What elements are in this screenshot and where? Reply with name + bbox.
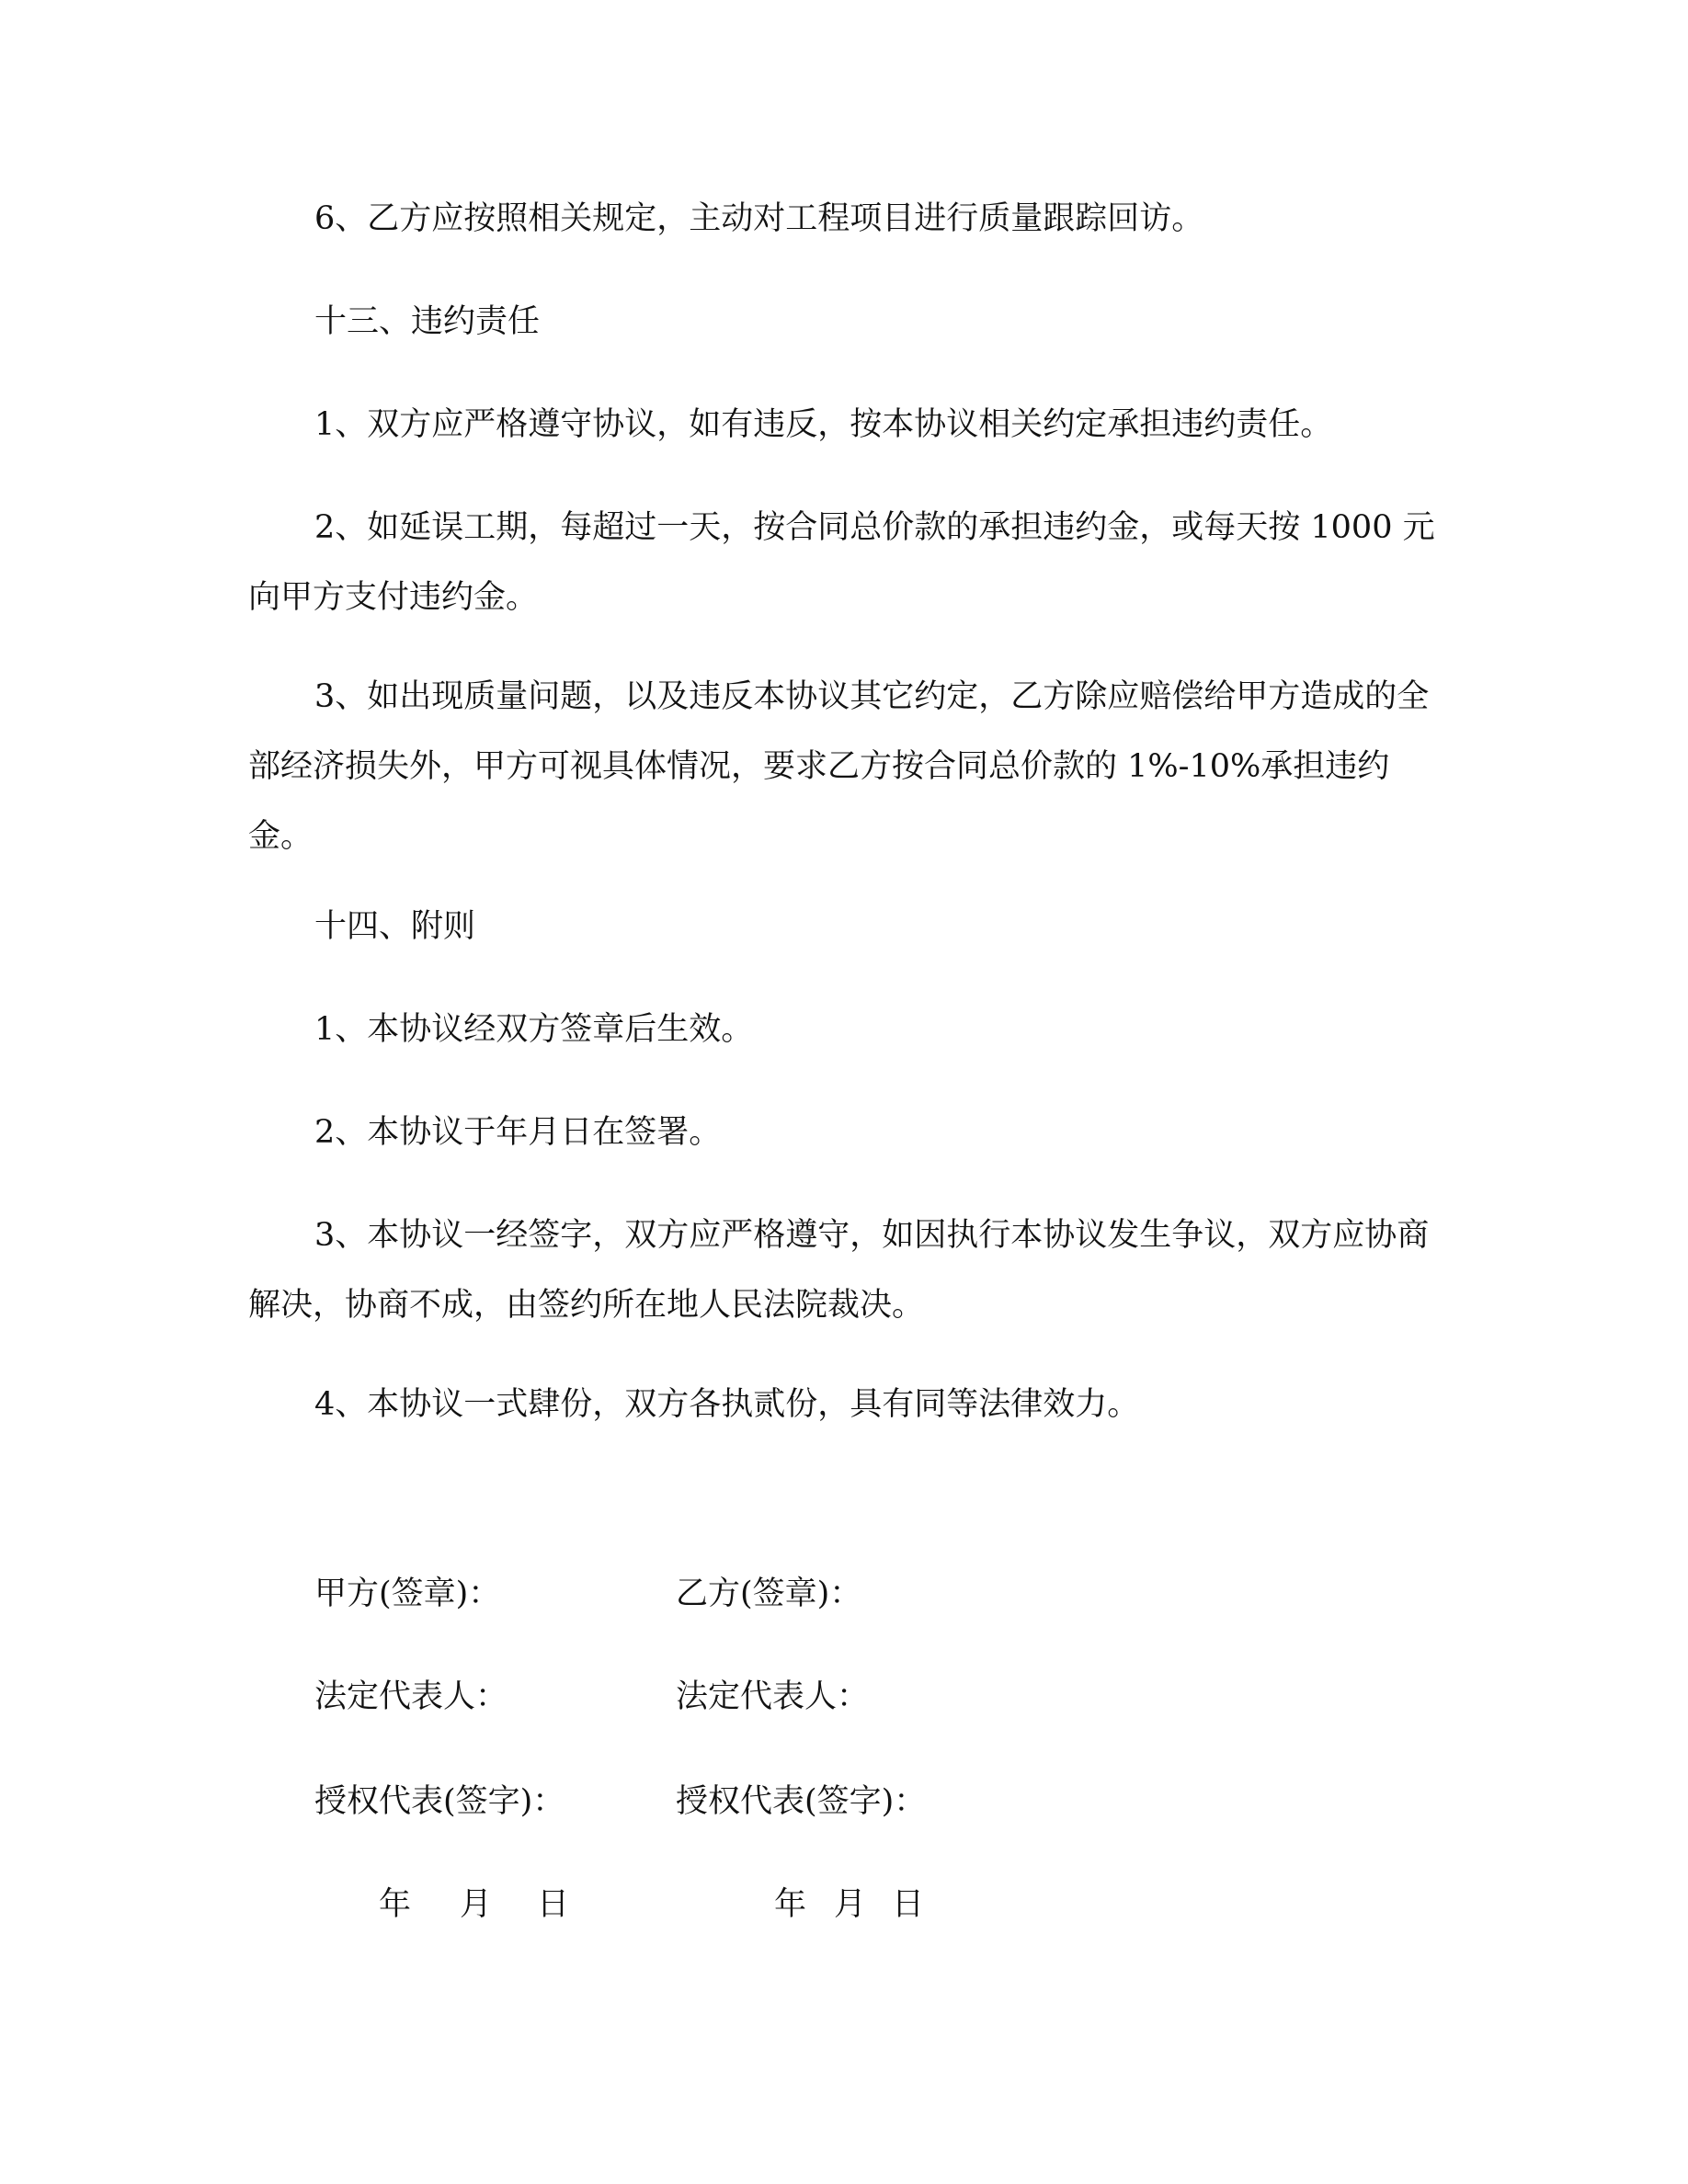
party-a-legal-rep-label: 法定代表人：: [314, 1678, 508, 1715]
party-b-year: 年: [774, 1886, 807, 1923]
party-a-year: 年: [379, 1886, 412, 1923]
party-b-authorized-label: 授权代表(签字)：: [676, 1783, 927, 1820]
party-a-seal-label: 甲方(签章)：: [314, 1575, 501, 1612]
clause-14-1: 1、本协议经双方签章后生效。: [314, 1011, 754, 1048]
clause-14-3: 3、本协议一经签字，双方应严格遵守，如因执行本协议发生争议，双方应协商解决，协商不成，由签约所在地人民法院裁决。: [248, 1217, 1430, 1324]
party-a-day: 日: [537, 1886, 570, 1923]
party-b-legal-rep-label: 法定代表人：: [676, 1678, 870, 1715]
party-a-month: 月: [460, 1886, 493, 1923]
clause-13-3: 3、如出现质量问题，以及违反本协议其它约定，乙方除应赔偿给甲方造成的全部经济损失外，甲方可视具体情况，要求乙方按合同总价款的 1%-10%承担违约金。: [248, 678, 1430, 855]
section-14-heading: 十四、附则: [314, 908, 476, 945]
party-b-day: 日: [892, 1886, 925, 1923]
party-a-authorized-label: 授权代表(签字)：: [314, 1783, 565, 1820]
clause-13-1: 1、双方应严格遵守协议，如有违反，按本协议相关约定承担违约责任。: [314, 406, 1333, 443]
clause-12-6: 6、乙方应按照相关规定，主动对工程项目进行质量跟踪回访。: [314, 200, 1204, 237]
clause-14-2: 2、本协议于年月日在签署。: [314, 1114, 722, 1151]
party-b-month: 月: [834, 1886, 867, 1923]
clause-13-2: 2、如延误工期，每超过一天，按合同总价款的承担违约金，或每天按 1000 元向甲方支付违约金。: [248, 509, 1435, 616]
party-b-seal-label: 乙方(签章)：: [676, 1575, 862, 1612]
clause-14-4: 4、本协议一式肆份，双方各执贰份，具有同等法律效力。: [314, 1386, 1140, 1423]
section-13-heading: 十三、违约责任: [314, 303, 541, 340]
